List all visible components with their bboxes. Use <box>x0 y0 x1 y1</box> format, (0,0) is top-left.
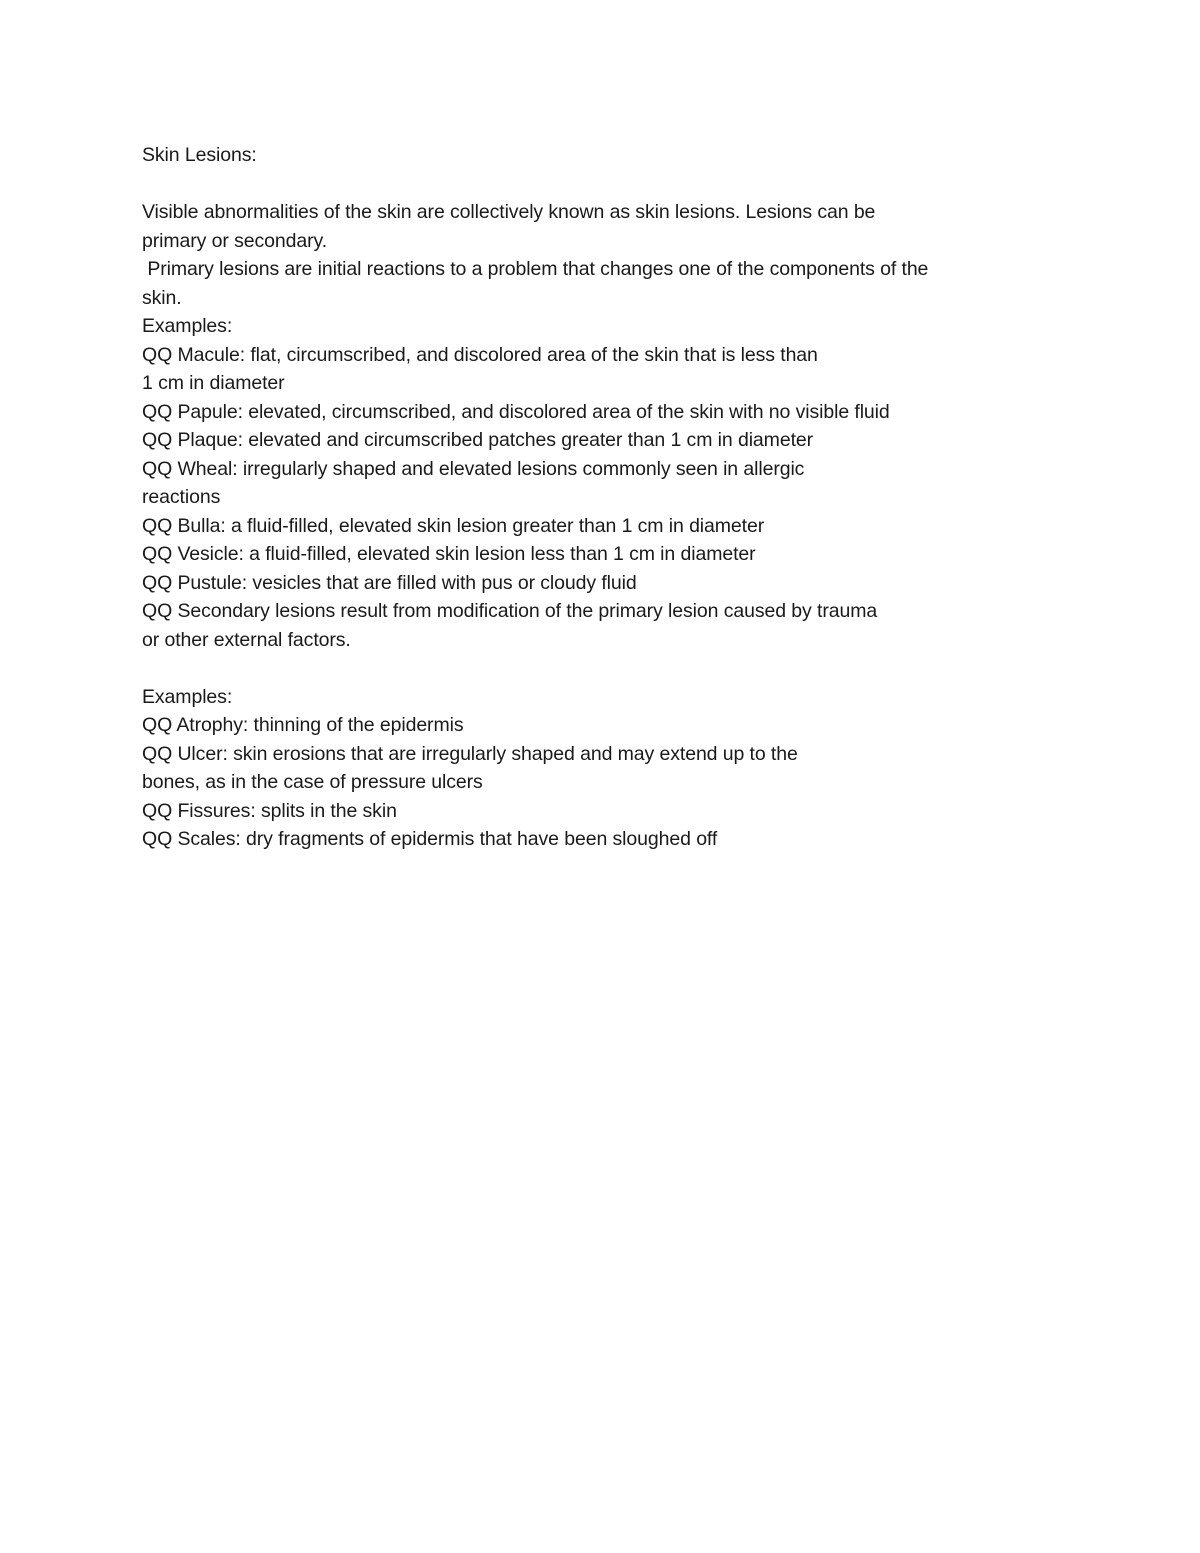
blank-line <box>142 170 1102 199</box>
secondary-example-line: QQ Ulcer: skin erosions that are irregularly shaped and may extend up to the <box>142 742 798 765</box>
secondary-example-line: QQ Atrophy: thinning of the epidermis <box>142 714 464 736</box>
primary-example-line: 1 cm in diameter <box>142 372 285 394</box>
primary-example-line: QQ Vesicle: a fluid-filled, elevated skin lesion less than 1 cm in diameter <box>142 543 756 565</box>
blank-line <box>142 654 1102 683</box>
intro-line: Visible abnormalities of the skin are collectively known as skin lesions. Lesions can be <box>142 201 876 223</box>
primary-example-line: QQ Plaque: elevated and circumscribed patches greater than 1 cm in diameter <box>142 429 814 451</box>
primary-example-line: QQ Secondary lesions result from modification of the primary lesion caused by trauma <box>142 600 878 622</box>
secondary-example-line: QQ Scales: dry fragments of epidermis that have been sloughed off <box>142 828 718 850</box>
document-title: Skin Lesions: <box>142 144 257 166</box>
intro-line: skin. <box>142 286 182 309</box>
primary-example-line: reactions <box>142 486 221 508</box>
primary-examples-heading: Examples: <box>142 315 233 337</box>
secondary-example-line: bones, as in the case of pressure ulcers <box>142 771 483 793</box>
primary-example-line: QQ Papule: elevated, circumscribed, and discolored area of the skin with no visible fluid <box>142 400 890 423</box>
secondary-examples-heading: Examples: <box>142 685 233 708</box>
primary-example-line: QQ Wheal: irregularly shaped and elevated lesions commonly seen in allergic <box>142 457 805 480</box>
primary-example-line: QQ Pustule: vesicles that are filled with pus or cloudy fluid <box>142 571 637 594</box>
intro-line: Primary lesions are initial reactions to a problem that changes one of the components of the <box>142 258 929 280</box>
primary-example-line: or other external factors. <box>142 628 351 651</box>
primary-example-line: QQ Macule: flat, circumscribed, and discolored area of the skin that is less than <box>142 343 818 366</box>
secondary-example-line: QQ Fissures: splits in the skin <box>142 799 397 822</box>
document-body <box>142 141 1102 854</box>
intro-line: primary or secondary. <box>142 229 328 252</box>
primary-example-line: QQ Bulla: a fluid-filled, elevated skin lesion greater than 1 cm in diameter <box>142 514 765 537</box>
